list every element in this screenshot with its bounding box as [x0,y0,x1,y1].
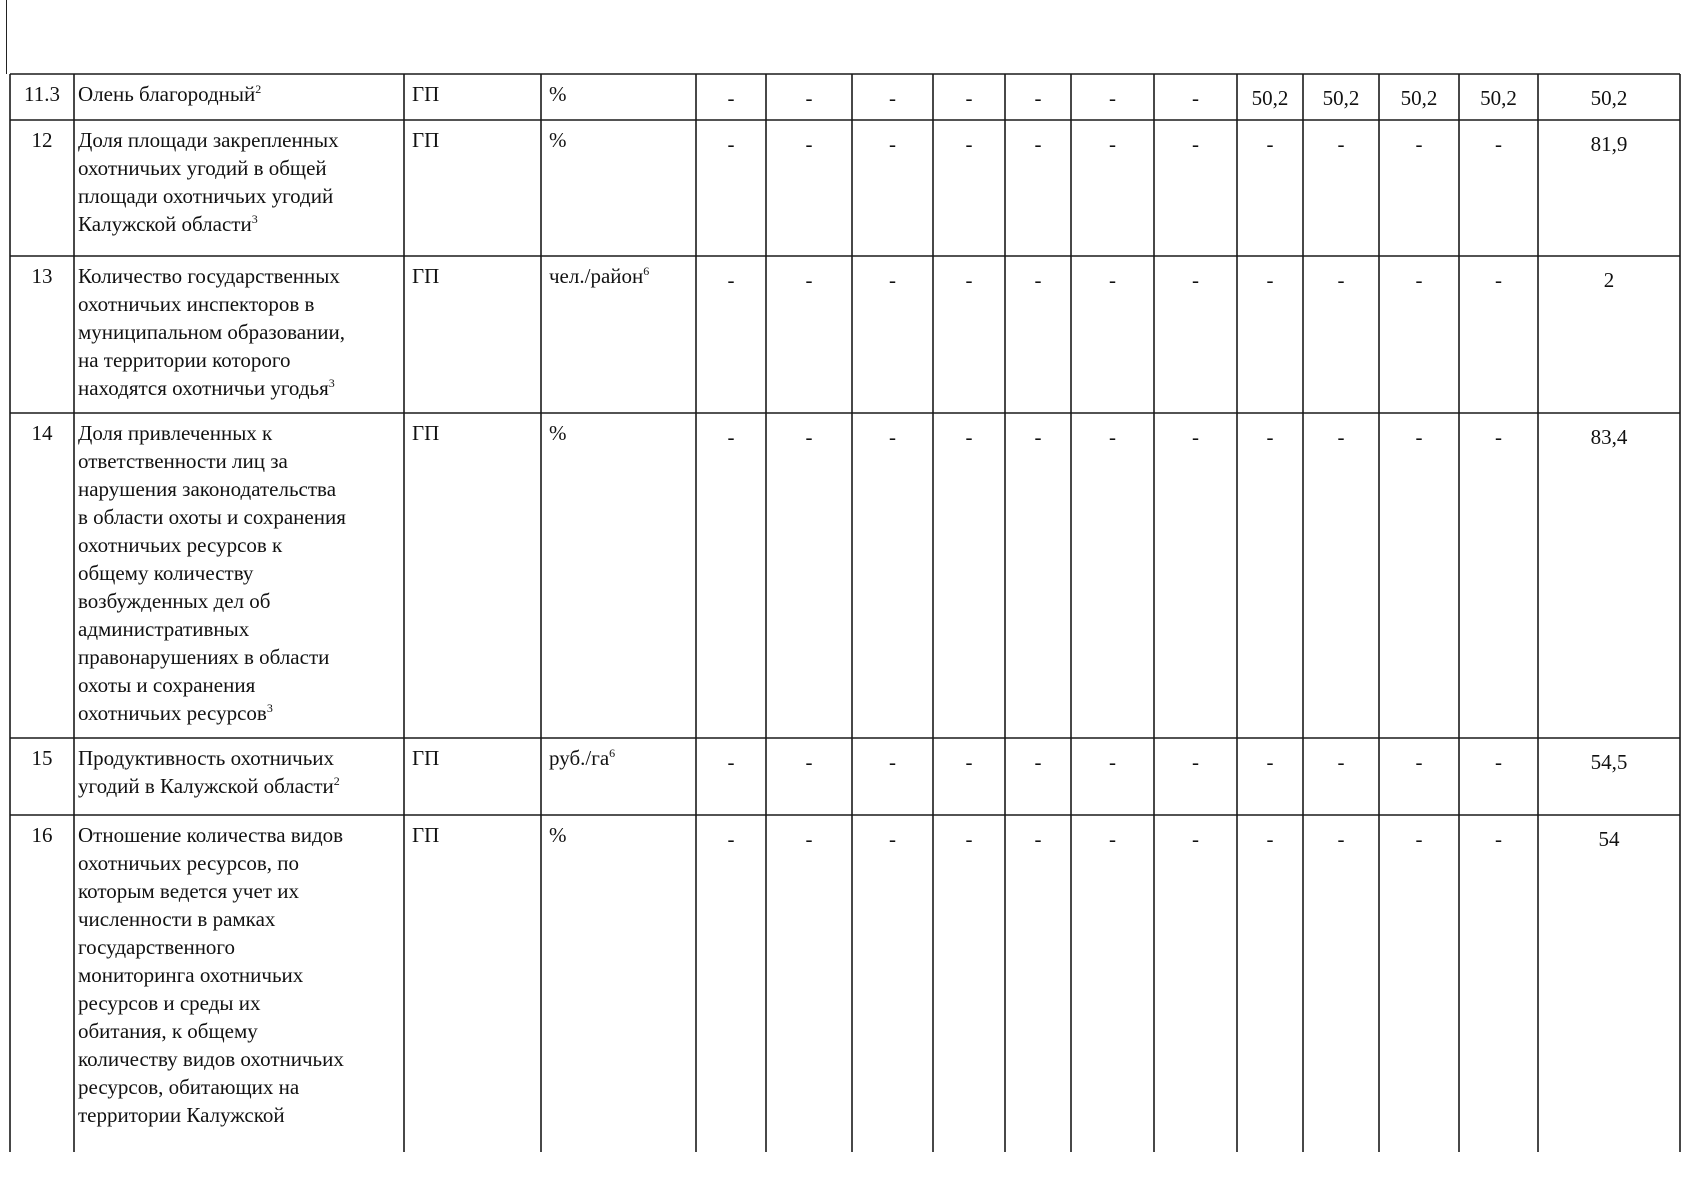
year-value-text: - [1109,827,1116,851]
year-value [1005,825,1071,853]
year-value-text: - [1415,425,1423,449]
year-value-text: - [1495,268,1502,292]
row-number-text: 16 [31,823,53,847]
year-value-text: - [1034,425,1042,449]
year-value-text: - [1109,750,1116,774]
year-value [1303,748,1379,776]
year-value [1071,423,1154,451]
year-value [1154,748,1237,776]
year-value [1237,423,1303,451]
year-value-text: - [1109,132,1116,156]
row-number-text: 14 [31,421,53,445]
year-value-text: - [727,425,735,449]
year-value-text: - [965,750,973,774]
program-type [412,821,439,849]
year-value [1154,423,1237,451]
year-value-text: - [1337,132,1345,156]
year-value [1459,423,1538,451]
unit-of-measure-text: руб./га [549,746,610,770]
year-value-text: - [1415,827,1423,851]
year-value-text: - [1192,132,1199,156]
year-value [1005,84,1071,112]
target-value [1538,130,1680,158]
indicator-name-text: Количество государственных охотничьих инспекторов в муниципальном образовании, на территории которого находятся охотничьи угодья [78,264,346,400]
unit-of-measure-text: % [549,82,567,106]
year-value-text: - [1337,425,1345,449]
year-value [696,84,766,112]
year-value [1303,825,1379,853]
year-value [696,266,766,294]
year-value-text: 50,2 [1251,86,1289,110]
indicator-name [78,821,344,1129]
footnote-marker: 3 [328,376,335,390]
year-value-text: - [727,827,735,851]
row-number [10,262,74,290]
year-value [1379,423,1459,451]
year-value-text: - [1109,86,1116,110]
year-value-text: - [805,827,813,851]
year-value [1379,84,1459,112]
year-value-text: - [1266,750,1274,774]
year-value [1071,130,1154,158]
year-value-text: 50,2 [1400,86,1438,110]
year-value [852,266,933,294]
year-value-text: - [1266,827,1274,851]
program-type [412,80,439,108]
year-value [1071,266,1154,294]
year-value-text: - [1034,827,1042,851]
year-value-text: - [1495,750,1502,774]
year-value [1379,748,1459,776]
year-value [1303,84,1379,112]
year-value [1379,266,1459,294]
program-type-text: ГП [412,823,440,847]
year-value-text: - [889,268,896,292]
year-value [852,423,933,451]
year-value [696,748,766,776]
program-type-text: ГП [412,421,440,445]
year-value-text: - [727,132,735,156]
year-value-text: - [965,827,973,851]
year-value [766,266,852,294]
year-value [1154,130,1237,158]
year-value [1237,266,1303,294]
target-value-text: 54,5 [1590,750,1628,774]
year-value [696,423,766,451]
footnote-marker: 2 [255,82,262,96]
year-value [1154,84,1237,112]
year-value [1005,748,1071,776]
program-type [412,419,439,447]
year-value-text: - [1034,750,1042,774]
indicator-name-text: Продуктивность охотничьих угодий в Калужской области [78,746,335,798]
year-value-text: - [1415,132,1423,156]
year-value-text: 50,2 [1480,86,1517,110]
footnote-marker: 2 [333,774,340,788]
year-value-text: - [965,268,973,292]
year-value [1005,423,1071,451]
year-value [852,748,933,776]
unit-of-measure-text: % [549,128,567,152]
year-value [1379,130,1459,158]
year-value [933,84,1005,112]
unit-of-measure-text: % [549,421,567,445]
year-value [852,825,933,853]
year-value-text: - [889,132,896,156]
year-value [1237,84,1303,112]
year-value-text: - [1192,750,1199,774]
row-number [10,80,74,108]
year-value-text: - [1192,827,1199,851]
year-value [1071,748,1154,776]
unit-of-measure-text: чел./район [549,264,644,288]
year-value [1303,266,1379,294]
unit-of-measure [549,744,615,772]
row-number [10,419,74,447]
year-value [1071,825,1154,853]
footnote-marker: 3 [251,212,258,226]
year-value [766,825,852,853]
year-value [1154,266,1237,294]
year-value-text: - [805,132,813,156]
year-value-text: - [1109,425,1116,449]
year-value [766,748,852,776]
indicator-name [78,262,345,402]
target-value [1538,748,1680,776]
year-value-text: - [727,86,735,110]
year-value-text: - [965,132,973,156]
year-value [766,423,852,451]
year-value-text: - [727,268,735,292]
footnote-marker: 6 [609,746,616,760]
year-value [852,130,933,158]
indicator-name [78,744,340,800]
indicator-name [78,126,339,238]
year-value-text: - [889,750,896,774]
year-value [1005,266,1071,294]
footnote-marker: 3 [266,701,273,715]
year-value-text: - [1034,132,1042,156]
year-value [1459,748,1538,776]
year-value-text: - [805,750,813,774]
year-value [1379,825,1459,853]
unit-of-measure [549,419,567,447]
year-value-text: - [727,750,735,774]
row-number-text: 11.3 [24,82,60,106]
year-value-text: - [1192,425,1199,449]
year-value [933,825,1005,853]
year-value-text: - [965,425,973,449]
target-value-text: 83,4 [1590,425,1628,449]
program-type-text: ГП [412,746,440,770]
year-value-text: - [1495,132,1502,156]
unit-of-measure [549,821,567,849]
year-value-text: - [805,425,813,449]
unit-of-measure [549,262,649,290]
year-value-text: - [1495,425,1502,449]
year-value [696,130,766,158]
row-number-text: 15 [31,746,53,770]
year-value [1459,130,1538,158]
row-number-text: 13 [31,264,53,288]
indicator-name [78,80,261,108]
year-value [1005,130,1071,158]
year-value [766,84,852,112]
year-value-text: - [1495,827,1502,851]
year-value [696,825,766,853]
year-value [1459,825,1538,853]
year-value [1237,130,1303,158]
target-value [1538,825,1680,853]
year-value [1237,748,1303,776]
row-number [10,821,74,849]
unit-of-measure [549,80,567,108]
year-value-text: - [1034,86,1042,110]
unit-of-measure [549,126,567,154]
year-value-text: - [1415,750,1423,774]
year-value-text: - [889,827,896,851]
year-value [933,266,1005,294]
year-value [1303,130,1379,158]
year-value [1071,84,1154,112]
row-number [10,744,74,772]
year-value-text: - [1109,268,1116,292]
target-value-text: 50,2 [1590,86,1628,110]
year-value-text: - [805,86,813,110]
target-value-text: 2 [1603,268,1615,292]
year-value-text: - [805,268,813,292]
year-value [1459,84,1538,112]
indicator-name-text: Доля привлеченных к ответственности лиц за нарушения законодательства в области охоты и сохранения охотничьих ресурсов к общему количеству возбужденных дел об административных правонарушениях в области охоты и сохранения охотничьих ресурсов [78,421,346,725]
indicator-name-text: Олень благородный [78,82,256,106]
row-number [10,126,74,154]
unit-of-measure-text: % [549,823,567,847]
program-type-text: ГП [412,264,440,288]
year-value [933,748,1005,776]
year-value-text: - [1415,268,1423,292]
target-value-text: 81,9 [1590,132,1628,156]
year-value-text: - [1266,425,1274,449]
program-type [412,262,439,290]
target-value [1538,84,1680,112]
program-type [412,744,439,772]
row-number-text: 12 [31,128,53,152]
year-value-text: - [889,425,896,449]
year-value-text: - [1337,268,1345,292]
target-value-text: 54 [1598,827,1620,851]
indicator-name-text: Отношение количества видов охотничьих ресурсов, по которым ведется учет их численности в рамках государственного мониторинга охотничьих ресурсов и среды их обитания, к общему количеству видов охотничьих ресурсов, обитающих на территории Калужской [78,823,344,1127]
year-value-text: - [1266,268,1274,292]
year-value [1459,266,1538,294]
footnote-marker: 6 [643,264,650,278]
year-value [852,84,933,112]
target-value [1538,423,1680,451]
indicator-name-text: Доля площади закрепленных охотничьих угодий в общей площади охотничьих угодий Калужской области [78,128,339,236]
year-value-text: - [1034,268,1042,292]
year-value-text: - [1337,750,1345,774]
year-value-text: 50,2 [1322,86,1360,110]
year-value-text: - [1192,268,1199,292]
indicator-name [78,419,346,727]
year-value-text: - [965,86,973,110]
year-value-text: - [889,86,896,110]
program-type [412,126,439,154]
year-value [1237,825,1303,853]
year-value [1303,423,1379,451]
year-value [933,423,1005,451]
year-value [1154,825,1237,853]
year-value [933,130,1005,158]
target-value [1538,266,1680,294]
year-value [766,130,852,158]
program-type-text: ГП [412,82,440,106]
year-value-text: - [1266,132,1274,156]
year-value-text: - [1192,86,1199,110]
program-type-text: ГП [412,128,440,152]
year-value-text: - [1337,827,1345,851]
